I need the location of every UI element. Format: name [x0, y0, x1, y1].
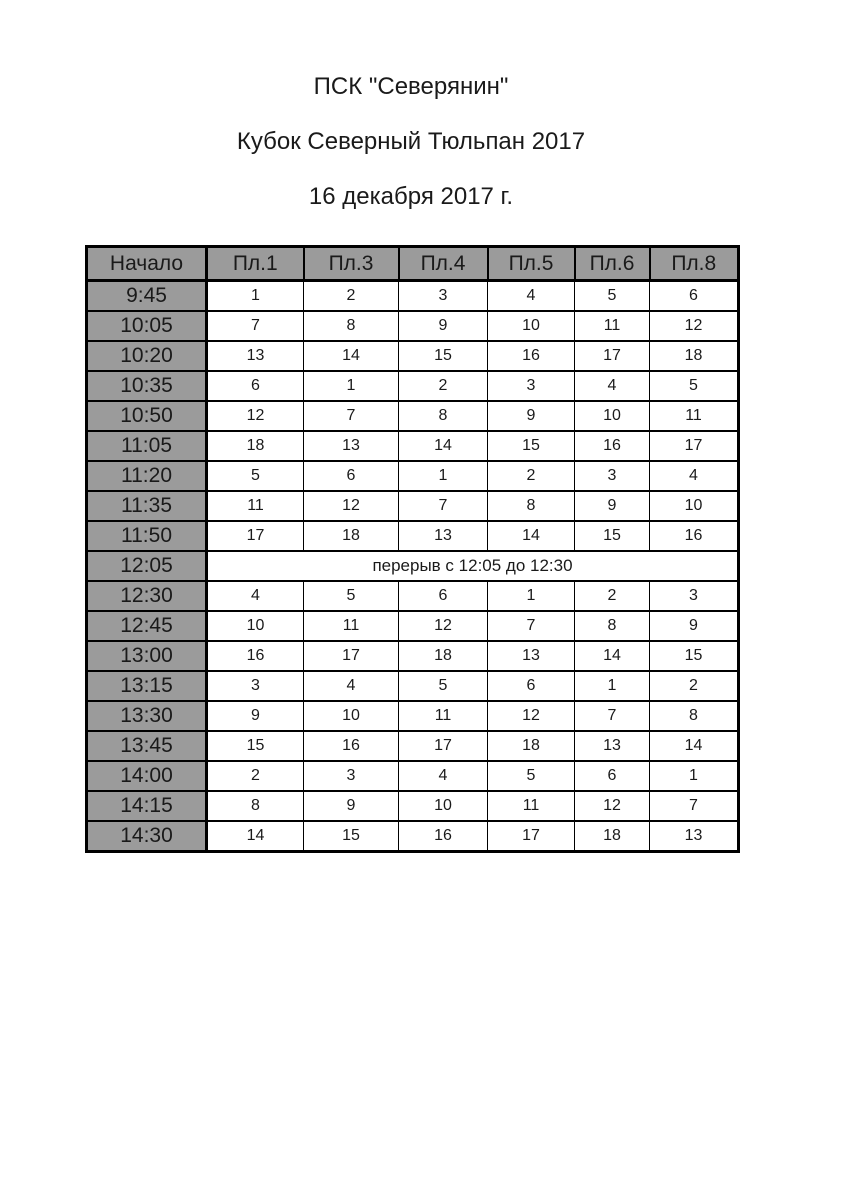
game-cell: 16 [207, 641, 304, 671]
header-cell-start: Начало [87, 247, 207, 281]
table-row [87, 491, 739, 521]
game-cell: 13 [304, 431, 399, 461]
game-cell: 10 [207, 611, 304, 641]
game-cell: 10 [575, 401, 650, 431]
game-cell: 14 [304, 341, 399, 371]
game-cell: 17 [575, 341, 650, 371]
game-cell: 18 [207, 431, 304, 461]
schedule-body [87, 281, 739, 852]
table-row [87, 521, 739, 551]
time-cell: 13:30 [87, 701, 207, 731]
game-cell: 10 [304, 701, 399, 731]
game-cell: 3 [650, 581, 739, 611]
table-row [87, 701, 739, 731]
game-cell: 9 [304, 791, 399, 821]
game-cell: 1 [304, 371, 399, 401]
club-title: ПСК "Северянин" [313, 73, 509, 100]
game-cell: 18 [650, 341, 739, 371]
game-cell: 16 [575, 431, 650, 461]
table-row [87, 281, 739, 312]
game-cell: 12 [488, 701, 575, 731]
game-cell: 3 [304, 761, 399, 791]
game-cell: 7 [304, 401, 399, 431]
game-cell: 11 [207, 491, 304, 521]
table-row [87, 581, 739, 611]
header-row [87, 247, 739, 281]
game-cell: 3 [399, 281, 488, 312]
header-cell-court-4: Пл.4 [399, 247, 488, 281]
game-cell: 4 [488, 281, 575, 312]
game-cell: 7 [399, 491, 488, 521]
time-cell: 14:00 [87, 761, 207, 791]
game-cell: 18 [399, 641, 488, 671]
time-cell: 11:35 [87, 491, 207, 521]
game-cell: 12 [304, 491, 399, 521]
game-cell: 12 [399, 611, 488, 641]
game-cell: 13 [650, 821, 739, 852]
table-row [87, 341, 739, 371]
game-cell: 1 [207, 281, 304, 312]
game-cell: 15 [650, 641, 739, 671]
game-cell: 5 [575, 281, 650, 312]
game-cell: 8 [575, 611, 650, 641]
game-cell: 6 [304, 461, 399, 491]
schedule-table [85, 245, 740, 853]
game-cell: 7 [488, 611, 575, 641]
game-cell: 15 [399, 341, 488, 371]
game-cell: 2 [304, 281, 399, 312]
time-cell: 13:15 [87, 671, 207, 701]
time-cell: 11:20 [87, 461, 207, 491]
game-cell: 17 [488, 821, 575, 852]
game-cell: 18 [488, 731, 575, 761]
game-cell: 3 [488, 371, 575, 401]
game-cell: 7 [650, 791, 739, 821]
table-row [87, 791, 739, 821]
game-cell: 11 [650, 401, 739, 431]
game-cell: 3 [575, 461, 650, 491]
table-row [87, 401, 739, 431]
game-cell: 7 [575, 701, 650, 731]
game-cell: 8 [399, 401, 488, 431]
game-cell: 1 [575, 671, 650, 701]
game-cell: 16 [304, 731, 399, 761]
time-cell: 10:20 [87, 341, 207, 371]
document-header [85, 72, 737, 237]
game-cell: 11 [488, 791, 575, 821]
game-cell: 4 [304, 671, 399, 701]
game-cell: 9 [650, 611, 739, 641]
time-cell: 14:30 [87, 821, 207, 852]
game-cell: 8 [207, 791, 304, 821]
game-cell: 9 [488, 401, 575, 431]
time-cell: 10:50 [87, 401, 207, 431]
time-cell: 12:05 [87, 551, 207, 581]
time-cell: 10:05 [87, 311, 207, 341]
header-cell-court-6: Пл.6 [575, 247, 650, 281]
game-cell: 10 [650, 491, 739, 521]
table-row [87, 371, 739, 401]
game-cell: 7 [207, 311, 304, 341]
game-cell: 1 [488, 581, 575, 611]
time-cell: 9:45 [87, 281, 207, 312]
game-cell: 17 [399, 731, 488, 761]
header-cell-court-5: Пл.5 [488, 247, 575, 281]
game-cell: 13 [399, 521, 488, 551]
game-cell: 2 [399, 371, 488, 401]
table-row [87, 731, 739, 761]
game-cell: 9 [575, 491, 650, 521]
game-cell: 2 [207, 761, 304, 791]
game-cell: 16 [488, 341, 575, 371]
table-row [87, 431, 739, 461]
time-cell: 13:45 [87, 731, 207, 761]
table-row [87, 611, 739, 641]
schedule-table-head [87, 247, 739, 281]
time-cell: 12:45 [87, 611, 207, 641]
game-cell: 13 [207, 341, 304, 371]
game-cell: 5 [650, 371, 739, 401]
game-cell: 11 [399, 701, 488, 731]
table-row [87, 461, 739, 491]
game-cell: 8 [304, 311, 399, 341]
game-cell: 10 [488, 311, 575, 341]
break-cell: перерыв с 12:05 до 12:30 [207, 551, 739, 581]
time-cell: 13:00 [87, 641, 207, 671]
game-cell: 18 [304, 521, 399, 551]
game-cell: 5 [207, 461, 304, 491]
game-cell: 14 [399, 431, 488, 461]
game-cell: 4 [575, 371, 650, 401]
game-cell: 13 [575, 731, 650, 761]
table-row [87, 311, 739, 341]
game-cell: 14 [207, 821, 304, 852]
time-cell: 11:05 [87, 431, 207, 461]
game-cell: 2 [488, 461, 575, 491]
game-cell: 9 [399, 311, 488, 341]
time-cell: 11:50 [87, 521, 207, 551]
game-cell: 1 [650, 761, 739, 791]
game-cell: 12 [575, 791, 650, 821]
game-cell: 12 [207, 401, 304, 431]
game-cell: 6 [650, 281, 739, 312]
game-cell: 8 [488, 491, 575, 521]
game-cell: 9 [207, 701, 304, 731]
game-cell: 6 [207, 371, 304, 401]
game-cell: 5 [399, 671, 488, 701]
game-cell: 15 [488, 431, 575, 461]
header-cell-court-8: Пл.8 [650, 247, 739, 281]
game-cell: 17 [304, 641, 399, 671]
game-cell: 15 [304, 821, 399, 852]
time-cell: 12:30 [87, 581, 207, 611]
game-cell: 16 [399, 821, 488, 852]
time-cell: 14:15 [87, 791, 207, 821]
game-cell: 2 [650, 671, 739, 701]
game-cell: 5 [488, 761, 575, 791]
game-cell: 4 [650, 461, 739, 491]
game-cell: 17 [650, 431, 739, 461]
header-cell-court-1: Пл.1 [207, 247, 304, 281]
event-title: Кубок Северный Тюльпан 2017 [236, 128, 586, 155]
game-cell: 4 [207, 581, 304, 611]
game-cell: 16 [650, 521, 739, 551]
game-cell: 6 [575, 761, 650, 791]
table-row [87, 761, 739, 791]
game-cell: 11 [304, 611, 399, 641]
table-row [87, 821, 739, 852]
game-cell: 13 [488, 641, 575, 671]
header-cell-court-3: Пл.3 [304, 247, 399, 281]
game-cell: 15 [207, 731, 304, 761]
game-cell: 17 [207, 521, 304, 551]
game-cell: 14 [650, 731, 739, 761]
game-cell: 10 [399, 791, 488, 821]
game-cell: 14 [488, 521, 575, 551]
time-cell: 10:35 [87, 371, 207, 401]
game-cell: 6 [488, 671, 575, 701]
game-cell: 11 [575, 311, 650, 341]
game-cell: 12 [650, 311, 739, 341]
game-cell: 2 [575, 581, 650, 611]
game-cell: 18 [575, 821, 650, 852]
game-cell: 6 [399, 581, 488, 611]
game-cell: 1 [399, 461, 488, 491]
event-date: 16 декабря 2017 г. [308, 183, 514, 210]
table-row [87, 671, 739, 701]
table-row [87, 641, 739, 671]
table-row [87, 551, 739, 581]
game-cell: 14 [575, 641, 650, 671]
game-cell: 3 [207, 671, 304, 701]
game-cell: 4 [399, 761, 488, 791]
game-cell: 5 [304, 581, 399, 611]
game-cell: 8 [650, 701, 739, 731]
game-cell: 15 [575, 521, 650, 551]
